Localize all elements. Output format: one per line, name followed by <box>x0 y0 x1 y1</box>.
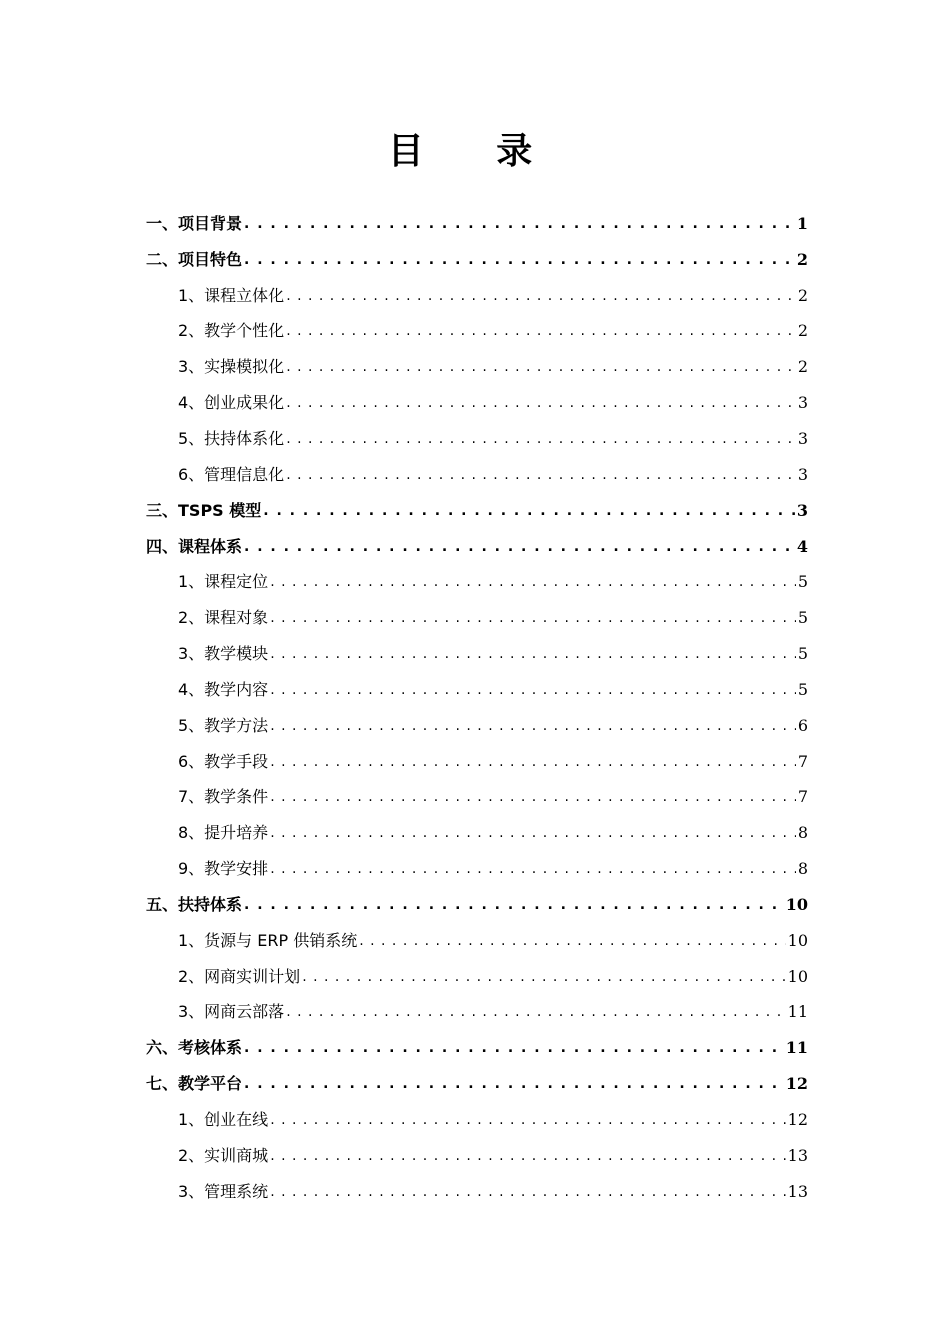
toc-entry-label: 1、货源与 ERP 供销系统 <box>178 930 358 950</box>
toc-subsection-entry[interactable] <box>146 1138 808 1174</box>
toc-subsection-entry[interactable] <box>146 421 808 457</box>
toc-subsection-entry[interactable] <box>146 995 808 1031</box>
toc-subsection-entry[interactable] <box>146 744 808 780</box>
toc-section-entry[interactable] <box>146 887 808 923</box>
toc-entry-label: 6、管理信息化 <box>178 464 285 484</box>
toc-section-entry[interactable] <box>146 1030 808 1066</box>
toc-dot-leader <box>286 465 796 485</box>
toc-entry-label: 3、网商云部落 <box>178 1002 285 1022</box>
toc-entry-label: 2、实训商城 <box>178 1145 269 1165</box>
toc-dot-leader <box>244 214 795 234</box>
toc-dot-leader <box>302 967 785 987</box>
toc-page-number: 7 <box>797 751 808 771</box>
toc-dot-leader <box>270 608 796 628</box>
toc-page-number: 2 <box>797 357 808 377</box>
toc-subsection-entry[interactable] <box>146 851 808 887</box>
toc-subsection-entry[interactable] <box>146 385 808 421</box>
toc-dot-leader <box>359 931 785 951</box>
toc-entry-label: 4、创业成果化 <box>178 393 285 413</box>
toc-page-number: 7 <box>797 787 808 807</box>
toc-dot-leader <box>270 859 796 879</box>
page-title: 目 录 <box>387 131 563 172</box>
toc-entry-label: 6、教学手段 <box>178 751 269 771</box>
toc-entry-label: 3、教学模块 <box>178 644 269 664</box>
toc-page-number: 3 <box>796 500 808 520</box>
toc-section-entry[interactable] <box>146 1066 808 1102</box>
toc-page-number: 5 <box>797 679 808 699</box>
toc-section-entry[interactable] <box>146 206 808 242</box>
toc-entry-label: 1、课程立体化 <box>178 285 285 305</box>
toc-subsection-entry[interactable] <box>146 1102 808 1138</box>
toc-section-entry[interactable] <box>146 493 808 529</box>
toc-entry-label: 3、管理系统 <box>178 1181 269 1201</box>
toc-entry-label: 五、扶持体系 <box>146 894 243 914</box>
toc-subsection-entry[interactable] <box>146 815 808 851</box>
toc-page-number: 10 <box>787 966 808 986</box>
toc-dot-leader <box>270 787 796 807</box>
toc-page-number: 10 <box>787 930 808 950</box>
toc-page-number: 3 <box>797 464 808 484</box>
toc-entry-label: 二、项目特色 <box>146 249 243 269</box>
toc-dot-leader <box>270 716 796 736</box>
toc-dot-leader <box>244 1074 784 1094</box>
toc-page-number: 2 <box>797 321 808 341</box>
toc-entry-label: 七、教学平台 <box>146 1074 243 1094</box>
toc-page-number: 3 <box>797 428 808 448</box>
toc-dot-leader <box>270 1182 785 1202</box>
toc-subsection-entry[interactable] <box>146 457 808 493</box>
toc-subsection-entry[interactable] <box>146 314 808 350</box>
toc-subsection-entry[interactable] <box>146 780 808 816</box>
toc-entry-label: 2、网商实训计划 <box>178 966 301 986</box>
toc-dot-leader <box>286 429 796 449</box>
toc-entry-label: 5、教学方法 <box>178 715 269 735</box>
toc-dot-leader <box>286 1002 785 1022</box>
toc-page-number: 5 <box>797 644 808 664</box>
toc-entry-label: 5、扶持体系化 <box>178 428 285 448</box>
toc-subsection-entry[interactable] <box>146 1174 808 1210</box>
toc-section-entry[interactable] <box>146 529 808 565</box>
toc-dot-leader <box>286 357 796 377</box>
toc-page-number: 3 <box>797 393 808 413</box>
toc-page-number: 5 <box>797 572 808 592</box>
toc-page-number: 8 <box>797 859 808 879</box>
toc-page-number: 4 <box>796 536 808 556</box>
toc-dot-leader <box>270 1110 785 1130</box>
toc-entry-label: 三、TSPS 模型 <box>146 500 262 520</box>
toc-entry-label: 1、课程定位 <box>178 572 269 592</box>
toc-dot-leader <box>244 895 784 915</box>
toc-page-number: 5 <box>797 608 808 628</box>
toc-dot-leader <box>286 321 796 341</box>
toc-entry-label: 3、实操模拟化 <box>178 357 285 377</box>
toc-entry-label: 2、教学个性化 <box>178 321 285 341</box>
toc-dot-leader <box>244 1038 784 1058</box>
toc-dot-leader <box>270 823 796 843</box>
toc-dot-leader <box>286 286 796 306</box>
toc-subsection-entry[interactable] <box>146 923 808 959</box>
toc-page-number: 1 <box>796 213 808 233</box>
toc-page-number: 2 <box>796 249 808 269</box>
toc-subsection-entry[interactable] <box>146 708 808 744</box>
toc-page-number: 10 <box>785 894 808 914</box>
toc-subsection-entry[interactable] <box>146 600 808 636</box>
toc-page-number: 13 <box>787 1145 808 1165</box>
toc-dot-leader <box>270 752 796 772</box>
toc-subsection-entry[interactable] <box>146 672 808 708</box>
toc-subsection-entry[interactable] <box>146 564 808 600</box>
toc-subsection-entry[interactable] <box>146 349 808 385</box>
toc-entry-label: 4、教学内容 <box>178 679 269 699</box>
toc-page-number: 12 <box>787 1110 808 1130</box>
toc-subsection-entry[interactable] <box>146 636 808 672</box>
toc-subsection-entry[interactable] <box>146 959 808 995</box>
toc-page-number: 12 <box>785 1074 808 1094</box>
toc-dot-leader <box>270 1146 785 1166</box>
toc-entry-label: 六、考核体系 <box>146 1038 243 1058</box>
toc-page-number: 11 <box>785 1038 808 1058</box>
toc-page-number: 2 <box>797 285 808 305</box>
toc-section-entry[interactable] <box>146 242 808 278</box>
toc-subsection-entry[interactable] <box>146 278 808 314</box>
toc-entry-label: 8、提升培养 <box>178 823 269 843</box>
toc-page-number: 11 <box>787 1002 808 1022</box>
toc-entry-label: 一、项目背景 <box>146 213 243 233</box>
toc-dot-leader <box>263 501 795 521</box>
toc-entry-label: 2、课程对象 <box>178 608 269 628</box>
toc-entry-label: 7、教学条件 <box>178 787 269 807</box>
toc-entry-label: 1、创业在线 <box>178 1110 269 1130</box>
toc-dot-leader <box>270 644 796 664</box>
toc-dot-leader <box>286 393 796 413</box>
toc-page-number: 8 <box>797 823 808 843</box>
toc-dot-leader <box>270 680 796 700</box>
toc-page-number: 13 <box>787 1181 808 1201</box>
toc-entry-label: 四、课程体系 <box>146 536 243 556</box>
toc-dot-leader <box>244 537 795 557</box>
toc-dot-leader <box>244 250 795 270</box>
toc-entry-label: 9、教学安排 <box>178 859 269 879</box>
toc-dot-leader <box>270 572 796 592</box>
table-of-contents <box>146 206 808 1210</box>
toc-page-number: 6 <box>797 715 808 735</box>
